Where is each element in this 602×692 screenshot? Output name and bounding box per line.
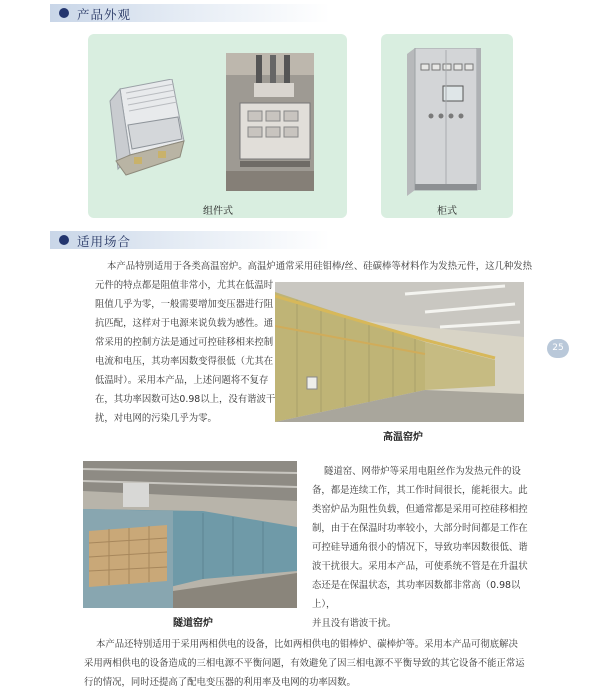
bullet-icon <box>59 8 69 18</box>
text-line: 隧道窑、网带炉等采用电阻丝作为发热元件的设 <box>324 466 521 477</box>
text-line: 电流和电压，其功率因数变得很低（尤其在 <box>95 356 274 367</box>
caption-tunnel-kiln: 隧道窑炉 <box>173 618 213 629</box>
product-panel-cabinet <box>381 34 513 218</box>
page-number-badge: 25 <box>547 339 569 358</box>
caption-component: 组件式 <box>203 206 233 217</box>
paragraph-tunnel-kiln <box>312 462 537 633</box>
text-line: 本产品特别适用于各类高温窑炉。高温炉通常采用硅钼棒/丝、硅碳棒等材料作为发热元件，这几种发热 <box>107 261 533 272</box>
section-title: 产品外观 <box>77 7 132 22</box>
caption-high-temp-kiln: 高温窑炉 <box>383 432 423 443</box>
text-line: 阻值几乎为零，一般需要增加变压器进行阻 <box>95 299 274 310</box>
text-line: 扰，对电网的污染几乎为零。 <box>95 413 217 424</box>
bullet-icon <box>59 235 69 245</box>
high-temp-kiln-photo <box>275 282 524 422</box>
tunnel-kiln-photo <box>83 461 297 608</box>
text-line: 备，都是连续工作，其工作时间很长，能耗很大。此 <box>312 485 528 496</box>
text-line: 行的情况，同时还提高了配电变压器的利用率及电网的功率因数。 <box>84 677 356 688</box>
cabinet-image <box>407 48 483 196</box>
text-line: 类窑炉品为阻性负载，但通常都是采用可控硅移相控 <box>312 504 528 515</box>
text-line: 在，其功率因数可达0.98以上，没有谐波干 <box>95 394 276 405</box>
text-line: 抗匹配，这样对于电源来说负载为感性。通 <box>95 318 274 329</box>
text-line: 采用两相供电的设备造成的三相电源不平衡问题，有效避免了因三相电源不平衡导致的其它设备不能正常运 <box>84 658 525 669</box>
text-line: 低温时）。采用本产品，上述问题将不复存 <box>95 375 269 386</box>
text-line: 元件的特点都是阻值非常小，尤其在低温时 <box>95 280 274 291</box>
text-line: 制，由于在保温时功率较小，大部分时间都是工作在 <box>312 523 528 534</box>
text-line: 常采用的控制方法是通过可控硅移相来控制 <box>95 337 274 348</box>
text-line: 波干扰很大。采用本产品，可使系统不管是在升温状 <box>312 561 528 572</box>
section-header-appearance <box>50 4 330 22</box>
paragraph-two-phase <box>84 635 544 692</box>
component-installed-image <box>226 53 314 191</box>
text-line: 态还是在保温状态，其功率因数都非常高（0.98以上）， <box>312 580 521 610</box>
section-title: 适用场合 <box>77 234 132 249</box>
section-header-applications <box>50 231 330 249</box>
product-panel-component <box>88 34 347 218</box>
text-line: 本产品还特别适用于采用两相供电的设备，比如两相供电的钼棒炉、碳棒炉等。采用本产品可彻底解决 <box>96 639 518 650</box>
text-line: 可控硅导通角很小的情况下，导致功率因数很低、谐 <box>312 542 528 553</box>
text-line: 并且没有谐波干扰。 <box>312 618 397 629</box>
caption-cabinet: 柜式 <box>437 206 457 217</box>
component-module-image <box>106 79 188 189</box>
